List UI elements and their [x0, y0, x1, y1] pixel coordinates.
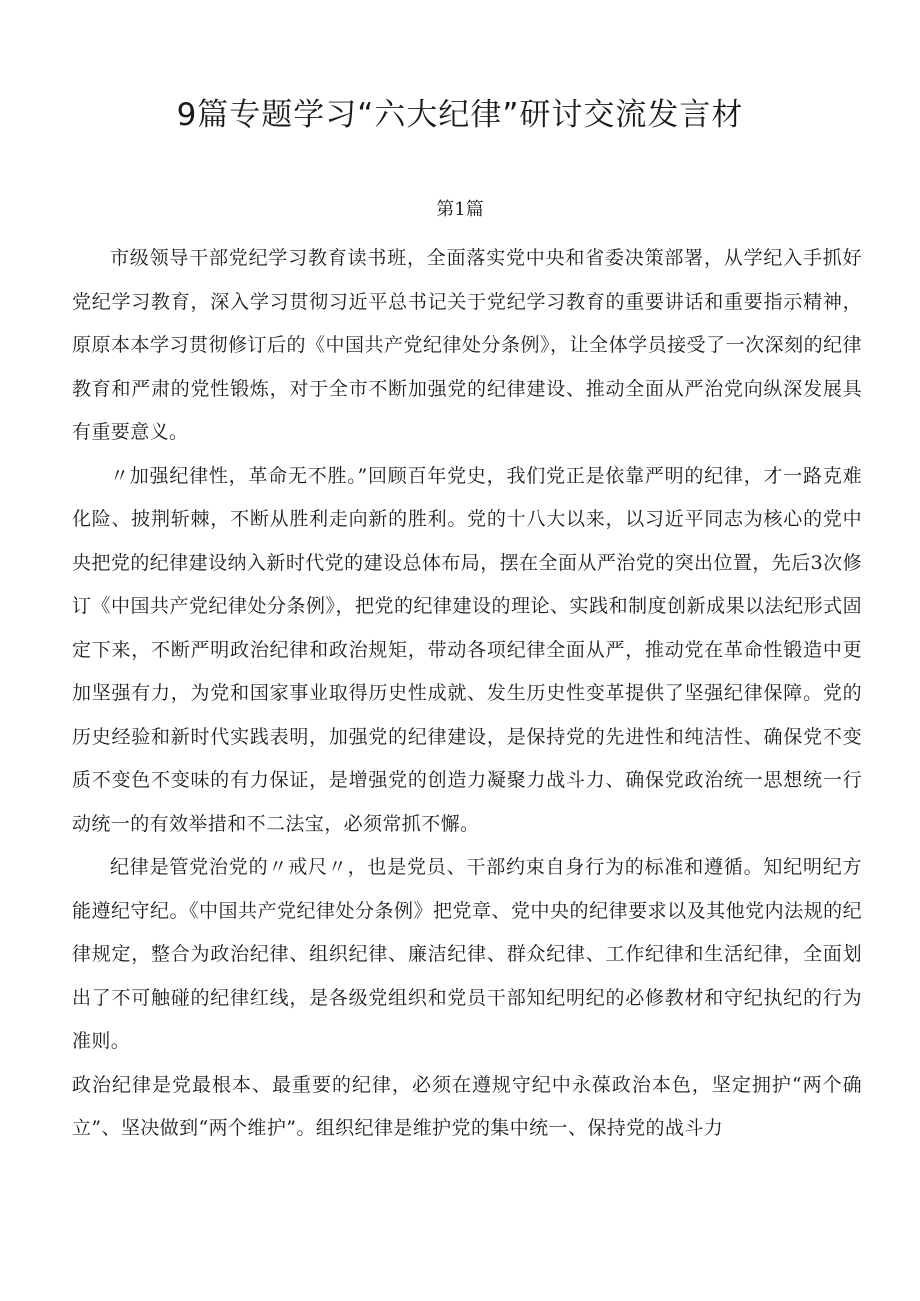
- document-title: 9篇专题学习“六大纪律”研讨交流发言材: [176, 97, 744, 133]
- paragraph-2: 〃加强纪律性，革命无不胜。”回顾百年党史，我们党正是依靠严明的纪律，才一路克难化险、披荆斩棘，不断从胜利走向新的胜利。党的十八大以来，以习近平同志为核心的党中央把党的纪律建设纳入新时代党的建设总体布局，摆在全面从严治党的突出位置，先后3次修订《中国共产党纪律处分条例》，把党的纪律建设的理论、实践和制度创新成果以法纪形式固定下来，不断严明政治纪律和政治规矩，带动各项纪律全面从严，推动党在革命性锻造中更加坚强有力，为党和国家事业取得历史性成就、发生历史性变革提供了坚强纪律保障。党的历史经验和新时代实践表明，加强党的纪律建设，是保持党的先进性和纯洁性、确保党不变质不变色不变味的有力保证，是增强党的创造力凝聚力战斗力、确保党政治统一思想统一行动统一的有效举措和不二法宝，必须常抓不懈。: [72, 464, 862, 835]
- paragraph-4: 政治纪律是党最根本、最重要的纪律，必须在遵规守纪中永葆政治本色，坚定拥护“两个确立”、坚决做到“两个维护”。组织纪律是维护党的集中统一、保持党的战斗力: [72, 1073, 862, 1139]
- document-body: [72, 237, 862, 1151]
- paragraph-1: 市级领导干部党纪学习教育读书班，全面落实党中央和省委决策部署，从学纪入手抓好党纪学习教育，深入学习贯彻习近平总书记关于党纪学习教育的重要讲话和重要指示精神，原原本本学习贯彻修订后的《中国共产党纪律处分条例》，让全体学员接受了一次深刻的纪律教育和严肃的党性锻炼，对于全市不断加强党的纪律建设、推动全面从严治党向纵深发展具有重要意义。: [72, 247, 862, 443]
- paragraph-3: 纪律是管党治党的〃戒尺〃，也是党员、干部约束自身行为的标准和遵循。知纪明纪方能遵纪守纪。《中国共产党纪律处分条例》把党章、党中央的纪律要求以及其他党内法规的纪律规定，整合为政治纪律、组织纪律、廉洁纪律、群众纪律、工作纪律和生活纪律，全面划出了不可触碰的纪律红线，是各级党组织和党员干部知纪明纪的必修教材和守纪执纪的行为准则。: [72, 856, 862, 1052]
- section-heading: 第1篇: [436, 199, 484, 220]
